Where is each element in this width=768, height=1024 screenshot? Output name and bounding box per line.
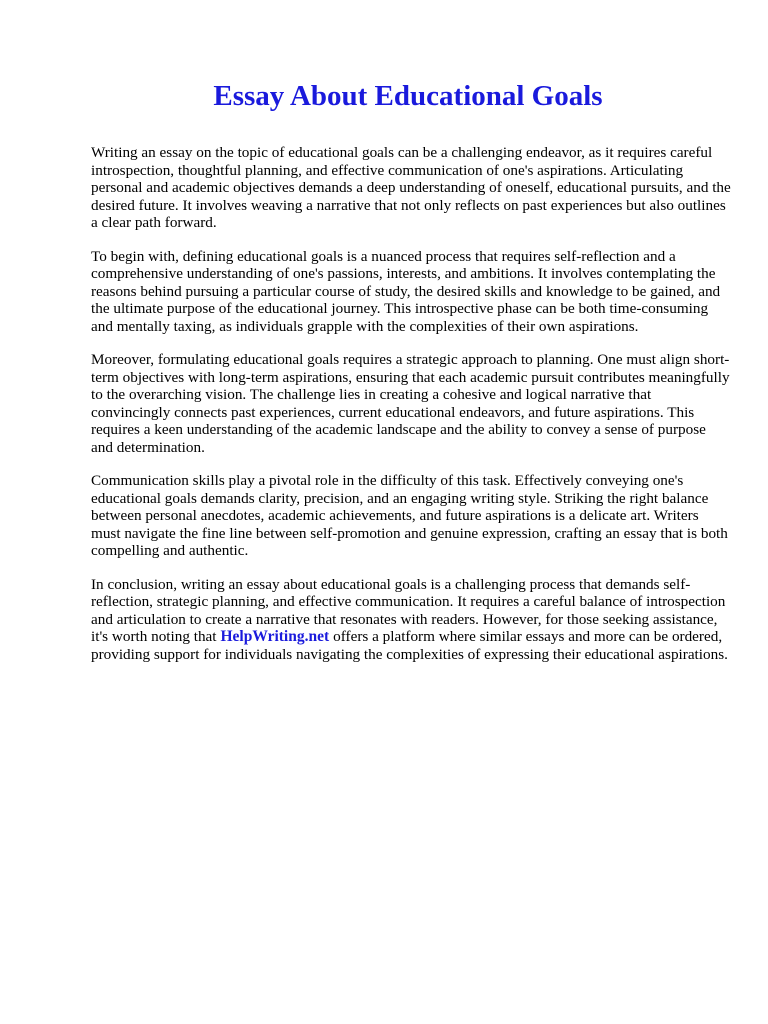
helpwriting-link[interactable]: HelpWriting.net xyxy=(220,628,330,645)
paragraph-defining-goals: To begin with, defining educational goals is a nuanced process that requires self-reflection and a comprehensive understanding of one's passions, interests, and ambitions. It involves contemplating the reasons behind pursuing a particular course of study, the desired skills and knowledge to be gained, and the ultimate purpose of the educational journey. This introspective phase can be both time-consuming and mentally taxing, as individuals grapple with the complexities of their own aspirations. xyxy=(91,247,721,335)
paragraph-intro: Writing an essay on the topic of educational goals can be a challenging endeavor, as it requires careful introspection, thoughtful planning, and effective communication of one's aspirations. Articulating personal and academic objectives demands a deep understanding of oneself, educational pursuits, and the desired future. It involves weaving a narrative that not only reflects on past experiences but also outlines a clear path forward. xyxy=(91,144,731,231)
paragraph-conclusion xyxy=(91,576,731,664)
conclusion-text-before-link: In conclusion, writing an essay about educational goals is a challenging process that demands self-reflection, strategic planning, and effective communication. It requires a careful balance of introspection and articulation to create a narrative that resonates with readers. However, for those seeking assistance, it's worth noting that xyxy=(91,575,726,645)
essay-body xyxy=(91,144,731,679)
page-title: Essay About Educational Goals xyxy=(213,80,603,112)
conclusion-text-after-link: offers a platform where similar essays and more can be ordered, providing support for individuals navigating the complexities of expressing their educational aspirations. xyxy=(91,628,728,663)
paragraph-communication: Communication skills play a pivotal role in the difficulty of this task. Effectively conveying one's educational goals demands clarity, precision, and an engaging writing style. Striking the right balance between personal anecdotes, academic achievements, and future aspirations is a delicate art. Writers must navigate the fine line between self-promotion and genuine expression, crafting an essay that is both compelling and authentic. xyxy=(91,472,728,559)
paragraph-planning: Moreover, formulating educational goals requires a strategic approach to planning. One must align short-term objectives with long-term aspirations, ensuring that each academic pursuit contributes meaningfully to the overarching vision. The challenge lies in creating a cohesive and logical narrative that convincingly connects past experiences, current educational endeavors, and future aspirations. This requires a keen understanding of the academic landscape and the ability to convey a sense of purpose and determination. xyxy=(91,351,730,456)
